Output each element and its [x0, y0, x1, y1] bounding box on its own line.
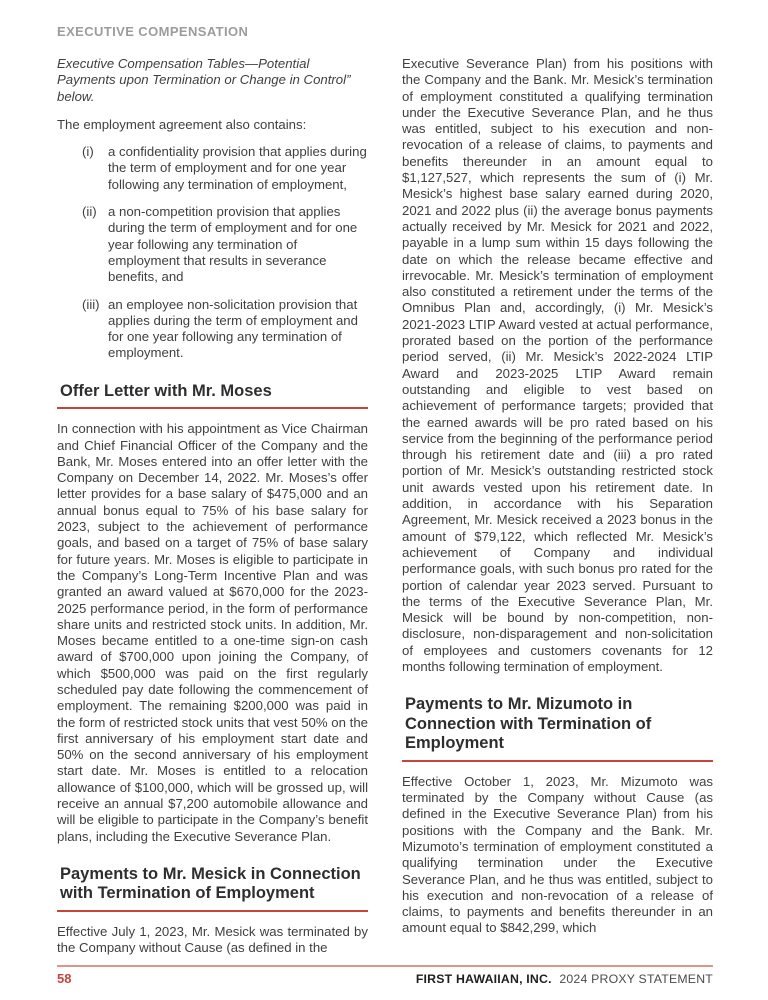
section-kicker: EXECUTIVE COMPENSATION [57, 24, 249, 39]
list-item-text: a non-competition provision that applies during the term of employment and for one year following any termination of employment that results in severance benefits, and [108, 204, 358, 285]
section-heading-offer-letter-moses: Offer Letter with Mr. Moses [57, 382, 368, 410]
footer-company-name: FIRST HAWAIIAN, INC. [415, 972, 552, 986]
list-marker: (iii) [82, 296, 100, 312]
continuation-paragraph-mesick: Executive Severance Plan) from his positions with the Company and the Bank. Mr. Mesick’s termination of employment constituted a qualifying termination under the Executive Severance Plan, and he thus was entitled, subject to his execution and non-revocation of a release of claims, to payments and benefits thereunder in an amount equal to $1,127,527, which represents the sum of (i) Mr. Mesick’s highest base salary earned during 2020, 2021 and 2022 plus (ii) the average bonus payments actually received by Mr. Mesick for 2021 and 2022, payable in a lump sum within 15 days following the date on which the release became effective and irrevocable. Mr. Mesick’s termination of employment also constituted a retirement under the terms of the Omnibus Plan and, accordingly, (i) Mr. Mesick’s 2021-2023 LTIP Award vested at actual performance, prorated based on the portion of the performance period served, (ii) Mr. Mesick’s 2022-2024 LTIP Award and 2023-2025 LTIP Award remain outstanding and eligible to vest based on achievement of performance targets; provided that the earned awards will be pro rated based on his service from the beginning of the performance period through his retirement date and (iii) a pro rated portion of Mr. Mesick’s outstanding restricted stock unit awards vested upon his retirement date. In addition, in accordance with his Separation Agreement, Mr. Mesick received a 2023 bonus in the amount of $79,122, which reflected Mr. Mesick’s achievement of Company and individual performance goals, with such bonus pro rated for the portion of calendar year 2023 served. Pursuant to the terms of the Executive Severance Plan, Mr. Mesick will be bound by non-competition, non-disclosure, non-disparagement and non-solicitation of employees and customers covenants for 12 months following termination of employment. [402, 56, 713, 674]
list-marker: (ii) [82, 204, 97, 220]
list-marker: (i) [82, 144, 94, 160]
page-footer [57, 965, 713, 986]
list-item [82, 144, 368, 193]
page-number: 58 [57, 971, 72, 986]
right-column [402, 56, 713, 969]
intro-reference-italic: Executive Compensation Tables—Potential Payments upon Termination or Change in Control” below. [57, 56, 351, 104]
left-column [57, 56, 368, 969]
section-heading-payments-mizumoto: Payments to Mr. Mizumoto in Connection with Termination of Employment [402, 695, 713, 762]
section-body-payments-mesick-start: Effective July 1, 2023, Mr. Mesick was terminated by the Company without Cause (as defined in the [57, 923, 368, 956]
lead-sentence: The employment agreement also contains: [57, 116, 307, 132]
provisions-list [57, 144, 368, 362]
section-body-payments-mizumoto: Effective October 1, 2023, Mr. Mizumoto was terminated by the Company without Cause (as defined in the Executive Severance Plan) from his positions with the Company and the Bank. Mr. Mizumoto’s termination of employment constituted a qualifying termination under the Executive Severance Plan, and he thus was entitled, subject to his execution and non-revocation of a release of claims, to payments and benefits thereunder in an amount equal to $842,299, which [402, 773, 713, 936]
footer-brand-line [416, 972, 713, 986]
list-item [82, 297, 368, 362]
two-column-layout [57, 56, 713, 969]
footer-document-title: 2024 PROXY STATEMENT [559, 972, 713, 986]
list-item-text: an employee non-solicitation provision that applies during the term of employment and for one year following any termination of employment. [108, 296, 358, 361]
list-item-text: a confidentiality provision that applies during the term of employment and for one year following any termination of employment, [108, 144, 367, 192]
list-item [82, 204, 368, 285]
section-heading-payments-mesick: Payments to Mr. Mesick in Connection with Termination of Employment [57, 865, 368, 912]
section-body-offer-letter-moses: In connection with his appointment as Vice Chairman and Chief Financial Officer of the Company and the Bank, Mr. Moses entered into an offer letter with the Company on December 14, 2022. Mr. Moses’s offer letter provides for a base salary of $475,000 and an annual bonus equal to 75% of his base salary for 2023, subject to the achievement of performance goals, and based on a target of 75% of base salary for future years. Mr. Moses is eligible to participate in the Company’s Long-Term Incentive Plan and was granted an award valued at $670,000 for the 2023-2025 performance period, in the form of performance share units and restricted stock units. In addition, Mr. Moses became entitled to a one-time sign-on cash award of $700,000 upon joining the Company, of which $500,000 was paid on the first regularly scheduled pay date following the commencement of employment. The remaining $200,000 was paid in the form of restricted stock units that vest 50% on the first anniversary of his employment start date and 50% on the second anniversary of his employment start date. Mr. Moses is entitled to a relocation allowance of $100,000, which will be grossed up, will receive an annual $7,200 automobile allowance and will be eligible to participate in the Company’s benefit plans, including the Executive Severance Plan. [57, 421, 368, 844]
